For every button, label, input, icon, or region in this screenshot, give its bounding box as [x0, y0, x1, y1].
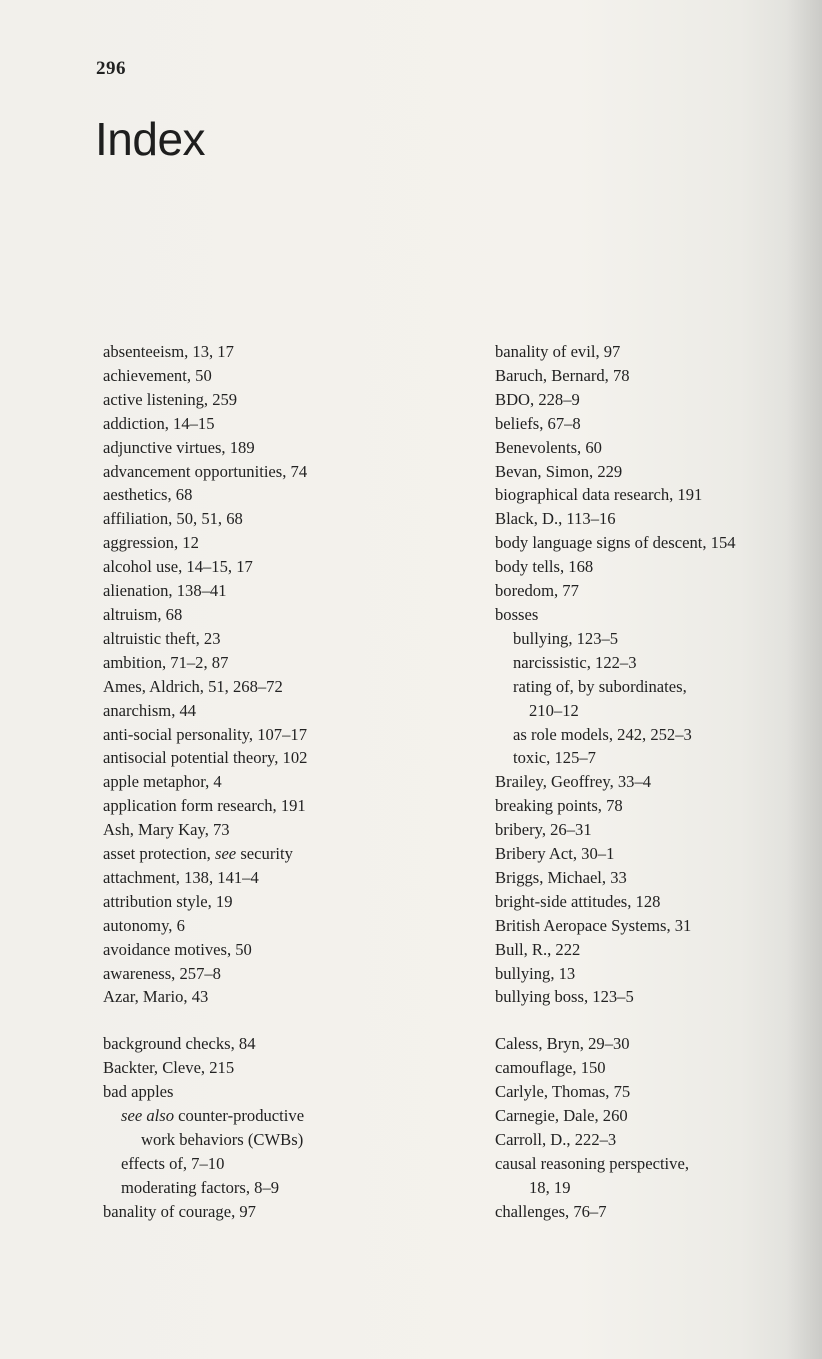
index-entry [495, 770, 795, 794]
index-entry [103, 1176, 483, 1200]
index-entry [495, 1080, 795, 1104]
index-entry-text: Brailey, Geoffrey, 33–4 [495, 772, 652, 792]
index-entry [103, 962, 483, 986]
index-entry [495, 914, 795, 938]
index-entry-text: banality of evil, 97 [495, 342, 621, 361]
index-entry [495, 866, 795, 890]
index-entry [103, 603, 483, 627]
index-entry-text: Backter, Cleve, 215 [103, 1058, 235, 1078]
index-entry [103, 436, 483, 460]
index-entry [495, 460, 795, 484]
index-entry [103, 985, 483, 1009]
index-entry-text: anarchism, 44 [103, 700, 197, 720]
index-entry-text: biographical data research, 191 [495, 485, 703, 505]
see-reference: see [214, 844, 237, 864]
index-entry [103, 1104, 483, 1128]
index-entry-text: anti-social personality, 107–17 [103, 724, 307, 744]
index-entry-text: 18, 19 [529, 1177, 571, 1197]
index-entry-text: beliefs, 67–8 [495, 413, 581, 433]
index-entry-text: Carnegie, Dale, 260 [495, 1106, 628, 1126]
index-entry-text: as role models, 242, 252–3 [513, 724, 692, 744]
index-entry [495, 555, 795, 579]
index-entry-text: Bull, R., 222 [495, 939, 581, 959]
index-entry-text: Carroll, D., 222–3 [495, 1130, 617, 1149]
index-entry-text: asset protection, [103, 844, 215, 864]
index-entry [103, 1080, 483, 1104]
index-entry-text: banality of courage, 97 [103, 1201, 256, 1221]
index-entry-text: British Aeropace Systems, 31 [495, 915, 692, 935]
index-entry-text: Black, D., 113–16 [495, 509, 616, 529]
index-entry [495, 531, 795, 555]
index-entry-text: application form research, 191 [103, 796, 306, 816]
index-entry [495, 1056, 795, 1080]
page-edge-shadow [786, 0, 822, 1359]
index-entry [495, 579, 795, 603]
see-reference: see also [121, 1106, 174, 1126]
index-entry-text: Bribery Act, 30–1 [495, 844, 615, 864]
index-entry [495, 1104, 795, 1128]
index-entry-text: rating of, by subordinates, [513, 676, 687, 696]
index-entry [495, 627, 795, 651]
index-entry-text: adjunctive virtues, 189 [103, 437, 255, 457]
index-entry-text: aggression, 12 [103, 533, 199, 553]
index-entry-text: advancement opportunities, 74 [103, 461, 308, 481]
index-entry [495, 723, 795, 747]
index-entry [495, 507, 795, 531]
index-entry-text: Ames, Aldrich, 51, 268–72 [103, 676, 283, 696]
index-entry-text: toxic, 125–7 [513, 748, 596, 768]
index-entry-text: aesthetics, 68 [103, 485, 193, 505]
index-entry-text: ambition, 71–2, 87 [103, 652, 229, 672]
index-entry-text: absenteeism, 13, 17 [103, 342, 234, 361]
index-entry [103, 890, 483, 914]
index-entry-text: attribution style, 19 [103, 891, 233, 911]
index-entry [495, 675, 795, 699]
index-entry-text: awareness, 257–8 [103, 963, 221, 983]
index-entry-text: altruistic theft, 23 [103, 628, 221, 648]
index-entry [495, 340, 795, 364]
index-entry-text: bad apples [103, 1082, 174, 1102]
index-entry-text: apple metaphor, 4 [103, 772, 222, 792]
index-entry-text: Caless, Bryn, 29–30 [495, 1034, 630, 1054]
index-entry-text: body tells, 168 [495, 557, 594, 577]
index-entry [103, 340, 483, 364]
index-entry [103, 938, 483, 962]
index-entry [495, 1200, 795, 1224]
index-entry [103, 794, 483, 818]
index-entry [495, 364, 795, 388]
index-entry [495, 483, 795, 507]
index-entry [103, 388, 483, 412]
index-entry [495, 962, 795, 986]
index-entry-text: achievement, 50 [103, 365, 212, 385]
index-entry-text: alcohol use, 14–15, 17 [103, 557, 253, 577]
index-entry [103, 555, 483, 579]
index-entry [495, 842, 795, 866]
index-entry-text: avoidance motives, 50 [103, 939, 252, 959]
index-entry [495, 1128, 795, 1152]
index-entry-text: Ash, Mary Kay, 73 [103, 820, 230, 840]
index-entry-text: bright-side attitudes, 128 [495, 891, 661, 911]
index-entry [103, 651, 483, 675]
index-entry-text: bullying, 123–5 [513, 628, 619, 648]
index-entry-text: affiliation, 50, 51, 68 [103, 509, 243, 529]
index-entry [495, 388, 795, 412]
index-entry [103, 627, 483, 651]
index-entry-text: Briggs, Michael, 33 [495, 867, 627, 887]
index-entry [495, 1176, 795, 1200]
index-entry-text: Baruch, Bernard, 78 [495, 365, 630, 385]
index-entry-text: antisocial potential theory, 102 [103, 748, 308, 768]
index-entry-text: camouflage, 150 [495, 1058, 606, 1078]
index-entry [103, 579, 483, 603]
index-entry [103, 818, 483, 842]
index-entry [103, 1032, 483, 1056]
index-entry-text: boredom, 77 [495, 581, 579, 601]
index-entry [495, 985, 795, 1009]
index-entry [495, 699, 795, 723]
index-entry-text: Benevolents, 60 [495, 437, 602, 457]
index-entry [495, 1032, 795, 1056]
index-entry-reference: counter-productive [174, 1106, 305, 1126]
index-entry [103, 1128, 483, 1152]
index-entry [495, 651, 795, 675]
index-entry-text: body language signs of descent, 154 [495, 533, 736, 553]
index-entry [495, 938, 795, 962]
index-entry-text: challenges, 76–7 [495, 1201, 607, 1221]
index-entry-text: attachment, 138, 141–4 [103, 867, 259, 887]
index-entry [103, 412, 483, 436]
page-number: 296 [96, 58, 126, 79]
index-entry-text: bosses [495, 604, 539, 624]
index-entry [103, 507, 483, 531]
index-entry [495, 818, 795, 842]
index-column-right [495, 340, 795, 1224]
index-entry-text: BDO, 228–9 [495, 389, 580, 409]
index-entry [103, 770, 483, 794]
index-entry [103, 699, 483, 723]
index-entry-text: addiction, 14–15 [103, 413, 215, 433]
index-entry [495, 603, 795, 627]
index-entry [495, 412, 795, 436]
index-entry [103, 460, 483, 484]
index-entry-text: autonomy, 6 [103, 915, 185, 935]
index-entry-text: narcissistic, 122–3 [513, 652, 637, 672]
index-entry [103, 483, 483, 507]
index-entry [103, 1152, 483, 1176]
index-column-left [103, 340, 483, 1224]
index-entry-text: moderating factors, 8–9 [121, 1177, 280, 1197]
index-entry-text: work behaviors (CWBs) [141, 1130, 304, 1149]
index-entry-text: 210–12 [529, 700, 579, 720]
index-entry-text: Carlyle, Thomas, 75 [495, 1082, 631, 1102]
index-entry-text: alienation, 138–41 [103, 581, 227, 601]
index-entry-text: breaking points, 78 [495, 796, 623, 816]
index-entry [103, 842, 483, 866]
page-title: Index [95, 113, 206, 165]
index-entry [103, 866, 483, 890]
index-entry [103, 723, 483, 747]
index-entry [495, 890, 795, 914]
index-entry-text: effects of, 7–10 [121, 1153, 225, 1173]
index-entry-text: bullying, 13 [495, 963, 576, 983]
index-entry [103, 1200, 483, 1224]
index-entry [495, 1152, 795, 1176]
index-entry-text: bullying boss, 123–5 [495, 987, 634, 1007]
index-entry-reference: security [236, 844, 293, 864]
index-entry [103, 1056, 483, 1080]
index-entry [103, 914, 483, 938]
index-entry [103, 364, 483, 388]
index-entry [103, 531, 483, 555]
index-entry [495, 794, 795, 818]
index-entry-text: Bevan, Simon, 229 [495, 461, 623, 481]
index-entry-text: background checks, 84 [103, 1034, 256, 1054]
index-entry-text: bribery, 26–31 [495, 820, 592, 840]
index-entry [495, 746, 795, 770]
index-entry [103, 675, 483, 699]
index-entry [103, 746, 483, 770]
index-entry-text: altruism, 68 [103, 604, 183, 624]
index-entry-text: Azar, Mario, 43 [103, 987, 209, 1007]
index-entry [495, 436, 795, 460]
index-entry-text: active listening, 259 [103, 389, 238, 409]
index-entry-text: causal reasoning perspective, [495, 1153, 689, 1173]
